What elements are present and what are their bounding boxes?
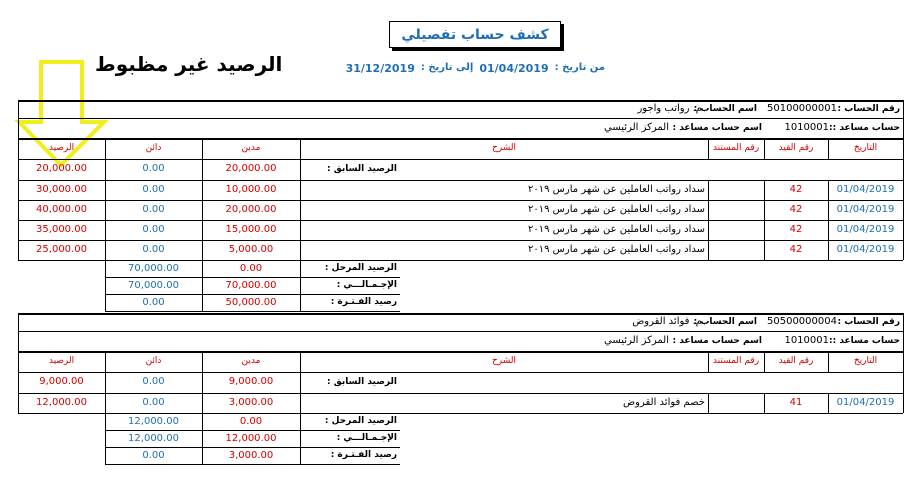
col-balance: الرصيد (48, 143, 75, 153)
row-desc: خصم فوائد القروض (623, 397, 705, 408)
row-balance: 35,000.00 (36, 224, 87, 235)
grid-line (18, 100, 19, 260)
account-name-value: م. رواتب واجور (637, 103, 702, 114)
col-entry: رقم القيد (778, 143, 814, 153)
row-entry: 42 (789, 244, 803, 255)
row-doc (708, 201, 764, 219)
grid-line (105, 413, 106, 464)
grid-line (18, 313, 19, 413)
row-debit: 3,000.00 (228, 397, 274, 408)
aux-account-label: حساب مساعد :: (829, 123, 900, 133)
grid-line (202, 260, 203, 311)
row-date: 01/04/2019 (836, 224, 895, 235)
summary-total-debit: 70,000.00 (225, 280, 277, 291)
aux-name-value: المركز الرئيسي (604, 122, 669, 133)
date-range (345, 62, 605, 75)
row-credit: 0.00 (142, 184, 165, 195)
summary-total-credit: 12,000.00 (128, 433, 179, 444)
summary-period-credit: 0.00 (142, 450, 165, 461)
grid-line (105, 260, 106, 311)
row-credit: 0.00 (142, 397, 165, 408)
row-credit: 0.00 (142, 244, 165, 255)
row-credit: 0.00 (142, 224, 165, 235)
row-debit: 5,000.00 (228, 244, 274, 255)
report-title: كشف حساب تفصيلي (389, 21, 561, 48)
row-balance: 25,000.00 (36, 244, 87, 255)
grid-line (828, 138, 829, 159)
summary-total-label: الإجـمـالـــي : (336, 280, 397, 290)
summary-carried-credit: 12,000.00 (128, 416, 179, 427)
aux-name-label: اسم حساب مساعد : (672, 123, 762, 133)
aux-account-label: حساب مساعد :: (829, 336, 900, 346)
col-desc: الشرح (491, 356, 517, 366)
grid-line (903, 313, 904, 413)
row-balance: 40,000.00 (36, 204, 87, 215)
row-desc: سداد رواتب العاملين عن شهر مارس ٢٠١٩ (528, 224, 705, 235)
row-balance: 30,000.00 (36, 184, 87, 195)
prev-credit: 0.00 (142, 163, 165, 174)
row-debit: 20,000.00 (225, 204, 277, 215)
row-date: 01/04/2019 (836, 244, 895, 255)
prev-balance: 20,000.00 (36, 163, 87, 174)
account-no-label: رقم الحساب : (837, 317, 900, 327)
row-date: 01/04/2019 (836, 397, 895, 408)
account-no-value: 50100000001 (767, 103, 837, 114)
grid-line (18, 331, 903, 332)
col-date: التاريخ (853, 143, 878, 153)
prev-credit: 0.00 (142, 376, 165, 387)
row-balance: 12,000.00 (36, 397, 87, 408)
row-desc: سداد رواتب العاملين عن شهر مارس ٢٠١٩ (528, 184, 705, 195)
aux-name-label: اسم حساب مساعد : (672, 336, 762, 346)
grid-line (764, 393, 765, 413)
prev-debit: 20,000.00 (225, 163, 277, 174)
grid-line (828, 393, 829, 413)
col-debit: مدين (241, 143, 261, 153)
summary-period-label: رصيد الفـتـرة : (330, 297, 397, 307)
row-desc: سداد رواتب العاملين عن شهر مارس ٢٠١٩ (528, 204, 705, 215)
grid-line (105, 464, 400, 465)
row-entry: 41 (789, 397, 803, 408)
summary-carried-label: الرصيد المرحل : (324, 416, 397, 426)
aux-account-value: 1010001 (784, 122, 829, 133)
grid-line (18, 118, 903, 119)
grid-line (764, 138, 765, 159)
grid-line (300, 138, 301, 260)
aux-account-value: 1010001 (784, 335, 829, 346)
summary-period-label: رصيد الفـتـرة : (330, 450, 397, 460)
row-entry: 42 (789, 224, 803, 235)
col-doc: رقم المستند (712, 356, 760, 366)
grid-line (764, 351, 765, 372)
grid-line (202, 413, 203, 464)
prev-balance-label: الرصيد السابق : (327, 164, 397, 174)
row-date: 01/04/2019 (836, 184, 895, 195)
col-balance: الرصيد (48, 356, 75, 366)
account-no-label: رقم الحساب : (837, 104, 900, 114)
col-doc: رقم المستند (712, 143, 760, 153)
col-desc: الشرح (491, 143, 517, 153)
annotation-text: الرصيد غير مظبوط (95, 52, 283, 76)
account-name-value: م. فوائد القروض (632, 316, 702, 327)
summary-total-label: الإجـمـالـــي : (336, 433, 397, 443)
summary-period-credit: 0.00 (142, 297, 165, 308)
grid-line (828, 180, 829, 260)
grid-line (828, 351, 829, 372)
account-name-label: اسم الحساب : (693, 317, 757, 327)
aux-name-value: المركز الرئيسي (604, 335, 669, 346)
col-credit: دائن (145, 356, 162, 366)
row-doc (708, 241, 764, 259)
grid-line (764, 180, 765, 260)
grid-line (903, 100, 904, 260)
grid-line (708, 138, 709, 159)
row-debit: 15,000.00 (225, 224, 277, 235)
to-label: إلى تاريخ : (420, 62, 474, 73)
summary-period-debit: 50,000.00 (225, 297, 277, 308)
summary-carried-debit: 0.00 (239, 416, 263, 427)
grid-line (202, 138, 203, 260)
row-credit: 0.00 (142, 204, 165, 215)
grid-line (300, 351, 301, 413)
grid-line (202, 351, 203, 413)
summary-carried-credit: 70,000.00 (128, 263, 179, 274)
row-debit: 10,000.00 (225, 184, 277, 195)
summary-carried-debit: 0.00 (239, 263, 263, 274)
grid-line (300, 413, 301, 464)
row-desc: سداد رواتب العاملين عن شهر مارس ٢٠١٩ (528, 244, 705, 255)
grid-line (708, 351, 709, 372)
to-date: 31/12/2019 (345, 62, 415, 75)
row-doc (708, 221, 764, 239)
row-doc (708, 181, 764, 199)
col-entry: رقم القيد (778, 356, 814, 366)
summary-total-debit: 12,000.00 (225, 433, 277, 444)
row-entry: 42 (789, 184, 803, 195)
row-date: 01/04/2019 (836, 204, 895, 215)
account-name-label: اسم الحساب : (693, 104, 757, 114)
grid-line (105, 311, 400, 312)
grid-line (708, 180, 709, 260)
prev-balance: 9,000.00 (39, 376, 84, 387)
grid-line (300, 260, 301, 311)
prev-debit: 9,000.00 (228, 376, 274, 387)
from-date: 01/04/2019 (479, 62, 549, 75)
summary-period-debit: 3,000.00 (228, 450, 274, 461)
grid-line (105, 351, 106, 413)
from-label: من تاريخ : (554, 62, 605, 73)
summary-total-credit: 70,000.00 (128, 280, 179, 291)
grid-line (105, 138, 106, 260)
grid-line (708, 393, 709, 413)
row-entry: 42 (789, 204, 803, 215)
col-credit: دائن (145, 143, 162, 153)
col-debit: مدين (241, 356, 261, 366)
row-doc (708, 394, 764, 412)
account-no-value: 50500000004 (767, 316, 837, 327)
summary-carried-label: الرصيد المرحل : (324, 263, 397, 273)
col-date: التاريخ (853, 356, 878, 366)
prev-balance-label: الرصيد السابق : (327, 377, 397, 387)
